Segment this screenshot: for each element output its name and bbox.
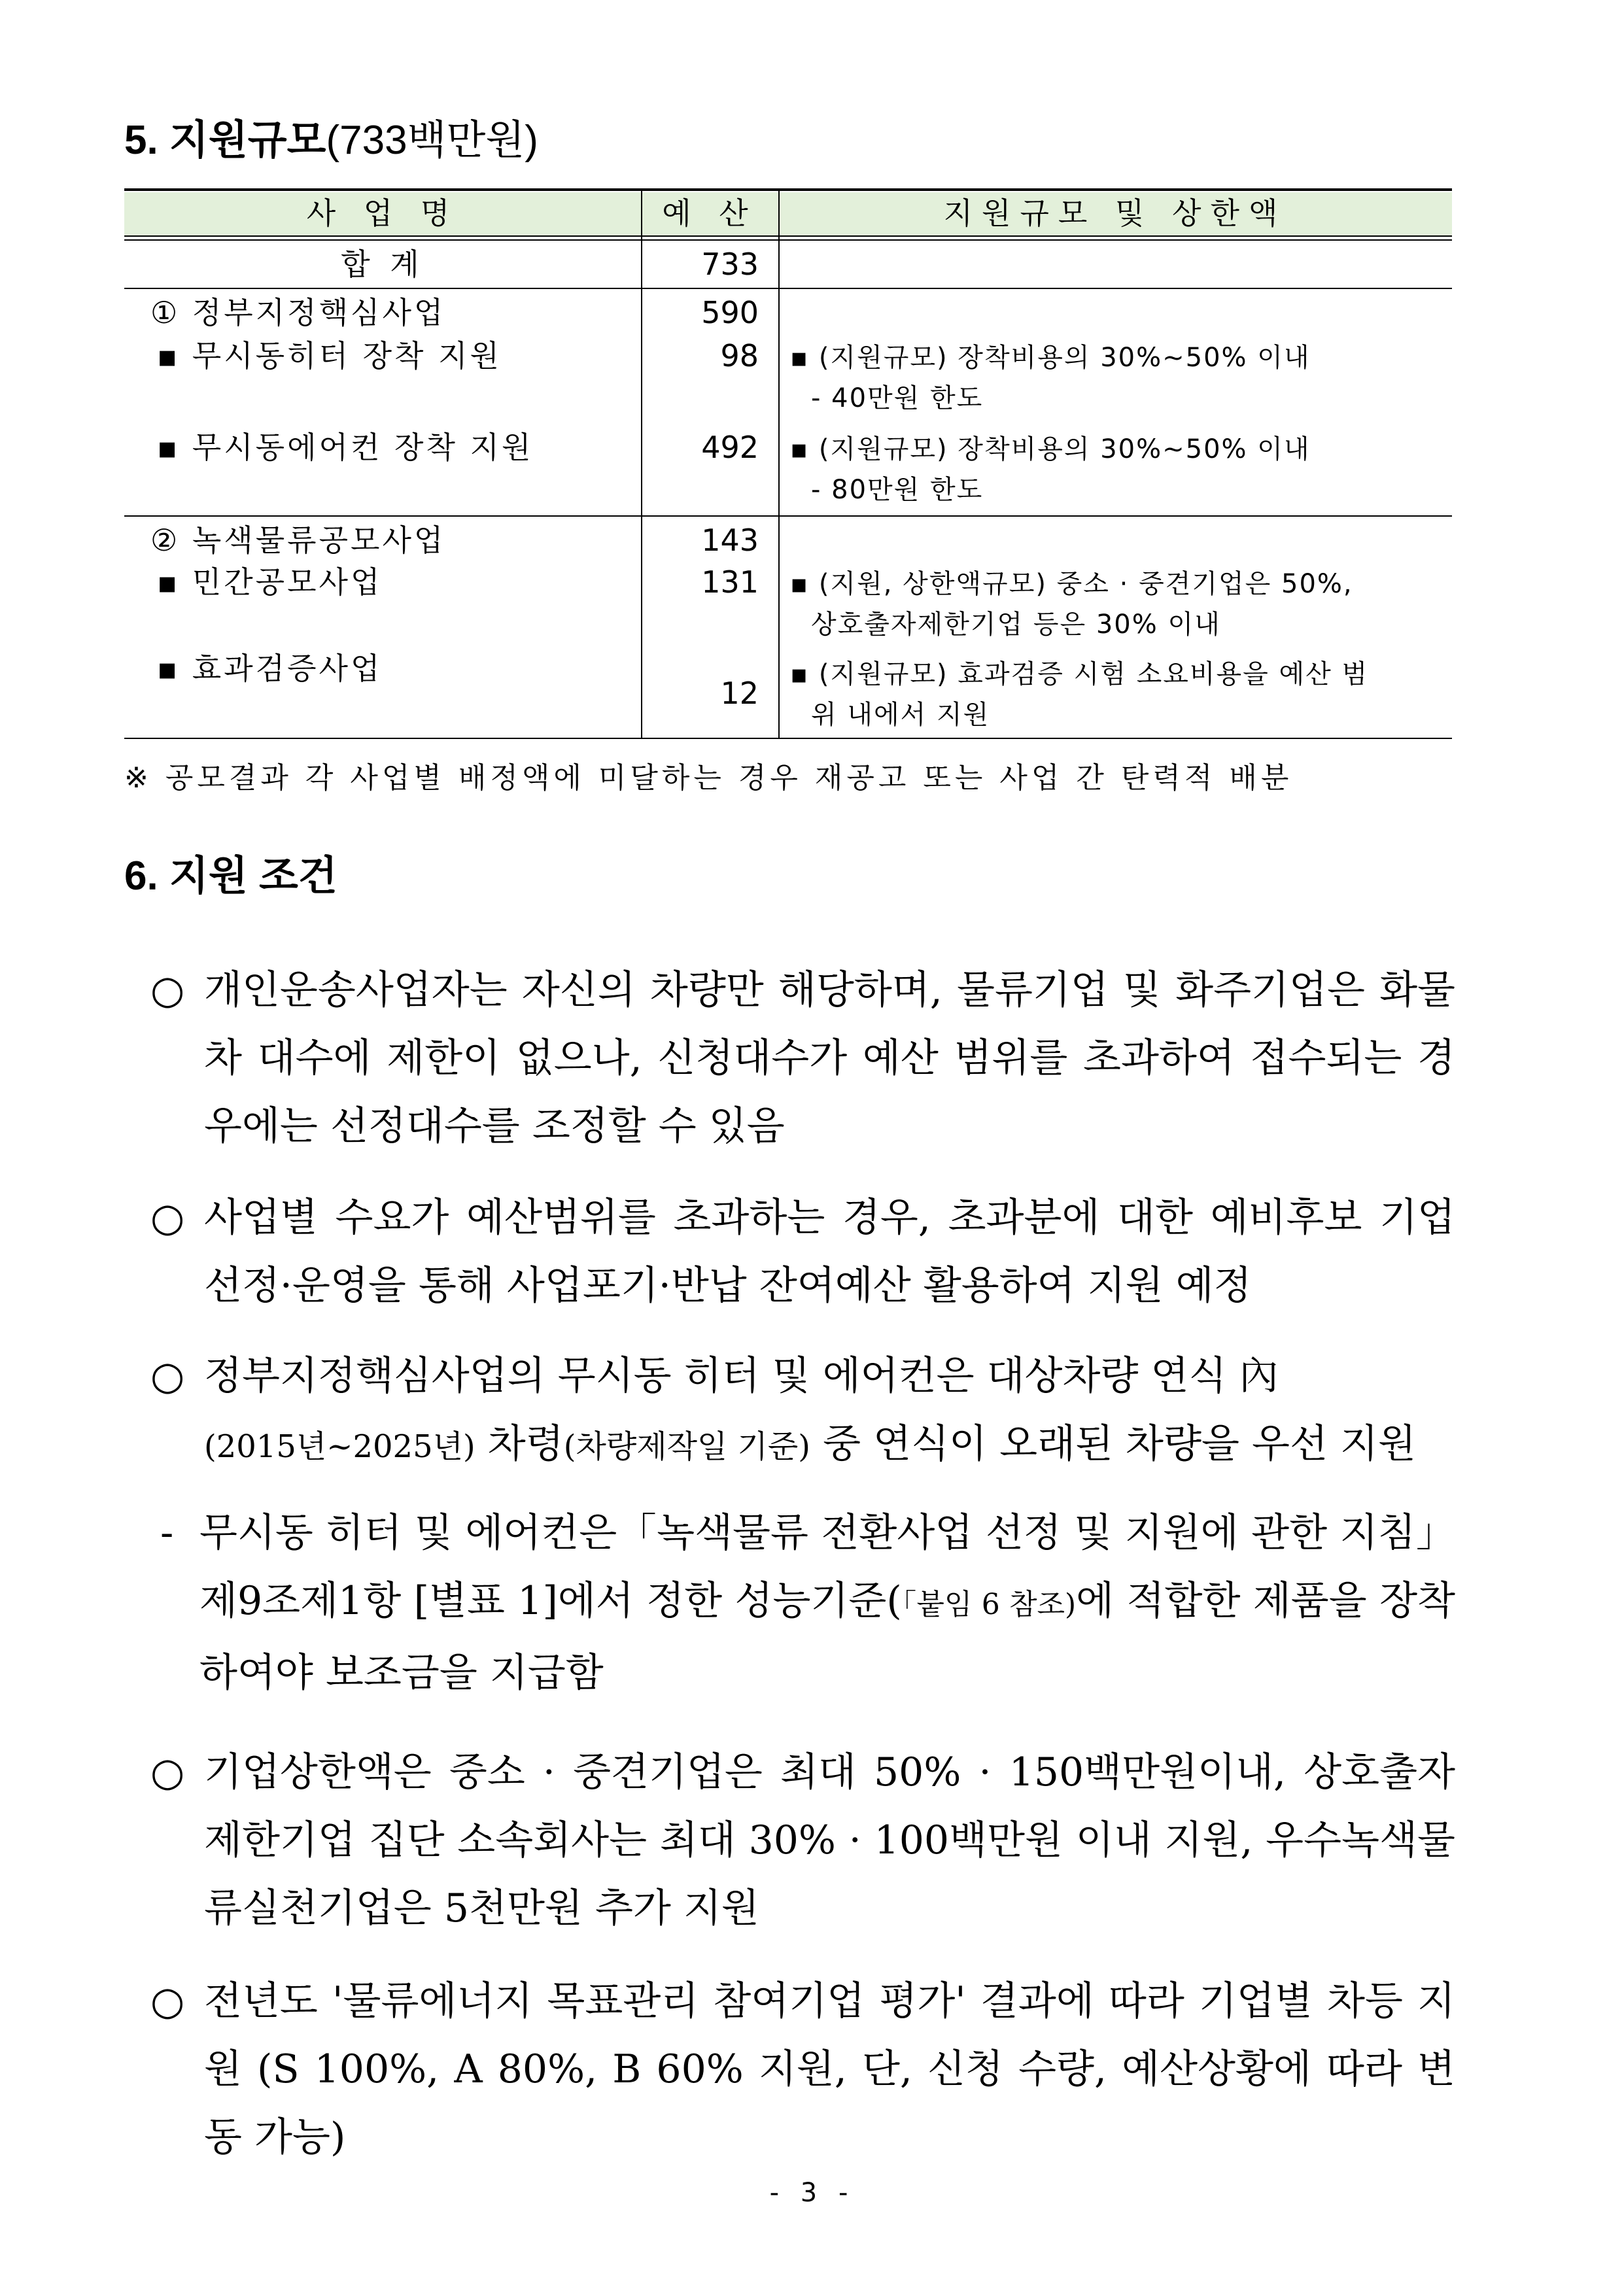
- circle-bullet-icon: ○: [150, 1978, 185, 2024]
- table-item-aircon-name: ▪ 무시동에어컨 장착 지원: [157, 430, 534, 465]
- condition-sub-item-text-a: 무시동 히터 및 에어컨은「녹색물류 전환사업 선정 및 지원에 관한 지침」제9조제1항 [별표 1]에서 정한 성능기준(: [199, 1510, 1455, 1624]
- table-item-verify-desc-2: 위 내에서 지원: [811, 700, 990, 730]
- circle-bullet-icon: ○: [150, 1749, 185, 1795]
- table-group2-budget: 143: [701, 523, 759, 558]
- circle-bullet-icon: ○: [150, 967, 185, 1013]
- table-group1-name: ① 정부지정핵심사업: [150, 295, 446, 330]
- table-top-border: [124, 188, 1452, 191]
- table-total-label: 합 계: [341, 247, 424, 282]
- table-group2-name: ② 녹색물류공모사업: [150, 523, 446, 558]
- condition-paragraph-2: [150, 1184, 1455, 1320]
- table-item-private-name: ▪ 민간공모사업: [157, 564, 383, 600]
- condition-paragraph-5: [150, 1967, 1455, 2160]
- table-header-scope: 지원규모 및 상한액: [943, 196, 1287, 231]
- table-header-rule-1: [124, 235, 1452, 237]
- table-col-divider-2: [778, 188, 780, 739]
- condition-paragraph-4-text: 기업상한액은 중소 · 중견기업은 최대 50% · 150백만원이내, 상호출자 제한기업 집단 소속회사는 최대 30% · 100백만원 이내 지원, 우수녹색물류실천기업은 5천만원 추가 지원: [204, 1749, 1455, 1931]
- condition-paragraph-3-line-2: [204, 1410, 1455, 1481]
- table-item-private-desc-2: 상호출자제한기업 등은 30% 이내: [811, 610, 1221, 640]
- table-item-verify-name: ▪ 효과검증사업: [157, 651, 383, 686]
- condition-paragraph-3-line-2-rest: 중 연식이 오래된 차량을 우선 지원: [810, 1421, 1416, 1467]
- section-5-title-amount: (733백만원): [326, 118, 538, 163]
- table-header-name: 사 업 명: [306, 196, 459, 231]
- condition-paragraph-1: [150, 956, 1455, 1160]
- table-item-aircon-desc-2: - 80만원 한도: [811, 475, 984, 505]
- section-5-title: [124, 114, 538, 167]
- condition-paragraph-2-text: 사업별 수요가 예산범위를 초과하는 경우, 초과분에 대한 예비후보 기업 선정·운영을 통해 사업포기·반납 잔여예산 활용하여 지원 예정: [204, 1195, 1455, 1309]
- circle-bullet-icon: ○: [150, 1353, 185, 1399]
- budget-table: [124, 188, 1452, 739]
- table-total-budget: 733: [701, 247, 759, 282]
- table-bottom-border: [124, 738, 1452, 739]
- table-item-heater-desc-1: ▪ (지원규모) 장착비용의 30%~50% 이내: [790, 343, 1311, 373]
- table-item-heater-budget: 98: [720, 338, 759, 373]
- table-item-heater-desc-2: - 40만원 한도: [811, 383, 984, 413]
- condition-paragraph-1-text: 개인운송사업자는 자신의 차량만 해당하며, 물류기업 및 화주기업은 화물차 대수에 제한이 없으나, 신청대수가 예산 범위를 초과하여 접수되는 경우에는 선정대수를 조정할 수 있음: [204, 967, 1455, 1149]
- table-item-private-desc-1: ▪ (지원, 상한액규모) 중소 · 중견기업은 50%,: [790, 569, 1353, 599]
- table-item-aircon-budget: 492: [701, 430, 759, 465]
- attachment-reference: 「붙임 6 참조): [901, 1588, 1077, 1621]
- section-6-title: 6. 지원 조건: [124, 853, 337, 899]
- condition-paragraph-5-text: 전년도 '물류에너지 목표관리 참여기업 평가' 결과에 따라 기업별 차등 지원 (S 100%, A 80%, B 60% 지원, 단, 신청 수량, 예산상황에 따라 변동 가능): [204, 1978, 1455, 2160]
- vehicle-age-basis: (차량제작일 기준): [563, 1428, 811, 1465]
- table-group-rule: [124, 515, 1452, 517]
- circle-bullet-icon: ○: [150, 1195, 185, 1241]
- condition-paragraph-4: [150, 1738, 1455, 1942]
- table-footnote: ※ 공모결과 각 사업별 배정액에 미달하는 경우 재공고 또는 사업 간 탄력적 배분: [124, 761, 1293, 795]
- page-number: - 3 -: [769, 2178, 855, 2208]
- condition-paragraph-3: [150, 1342, 1455, 1478]
- table-item-aircon-desc-1: ▪ (지원규모) 장착비용의 30%~50% 이내: [790, 434, 1311, 464]
- condition-sub-item-text-c: 에 적합한 제품을 장착하여야 보조금을 지급함: [199, 1578, 1455, 1696]
- table-group1-budget: 590: [701, 295, 759, 330]
- table-item-private-budget: 131: [701, 564, 759, 600]
- section-5-title-text: 5. 지원규모: [124, 118, 326, 163]
- table-item-heater-name: ▪ 무시동히터 장착 지원: [157, 338, 502, 373]
- table-item-verify-desc-1: ▪ (지원규모) 효과검증 시험 소요비용을 예산 범: [790, 659, 1369, 689]
- condition-sub-item: [160, 1499, 1455, 1703]
- table-header-budget: 예 산: [662, 196, 757, 231]
- table-total-rule: [124, 288, 1452, 289]
- condition-paragraph-3-line-1: 정부지정핵심사업의 무시동 히터 및 에어컨은 대상차량 연식 內: [204, 1353, 1279, 1399]
- table-header-rule-2: [124, 239, 1452, 241]
- vehicle-age-label: 차령: [475, 1421, 564, 1467]
- table-item-verify-budget: 12: [720, 676, 759, 711]
- year-range: (2015년~2025년): [204, 1428, 475, 1465]
- condition-sub-item-text: [199, 1499, 1455, 1707]
- dash-bullet: -: [160, 1510, 174, 1556]
